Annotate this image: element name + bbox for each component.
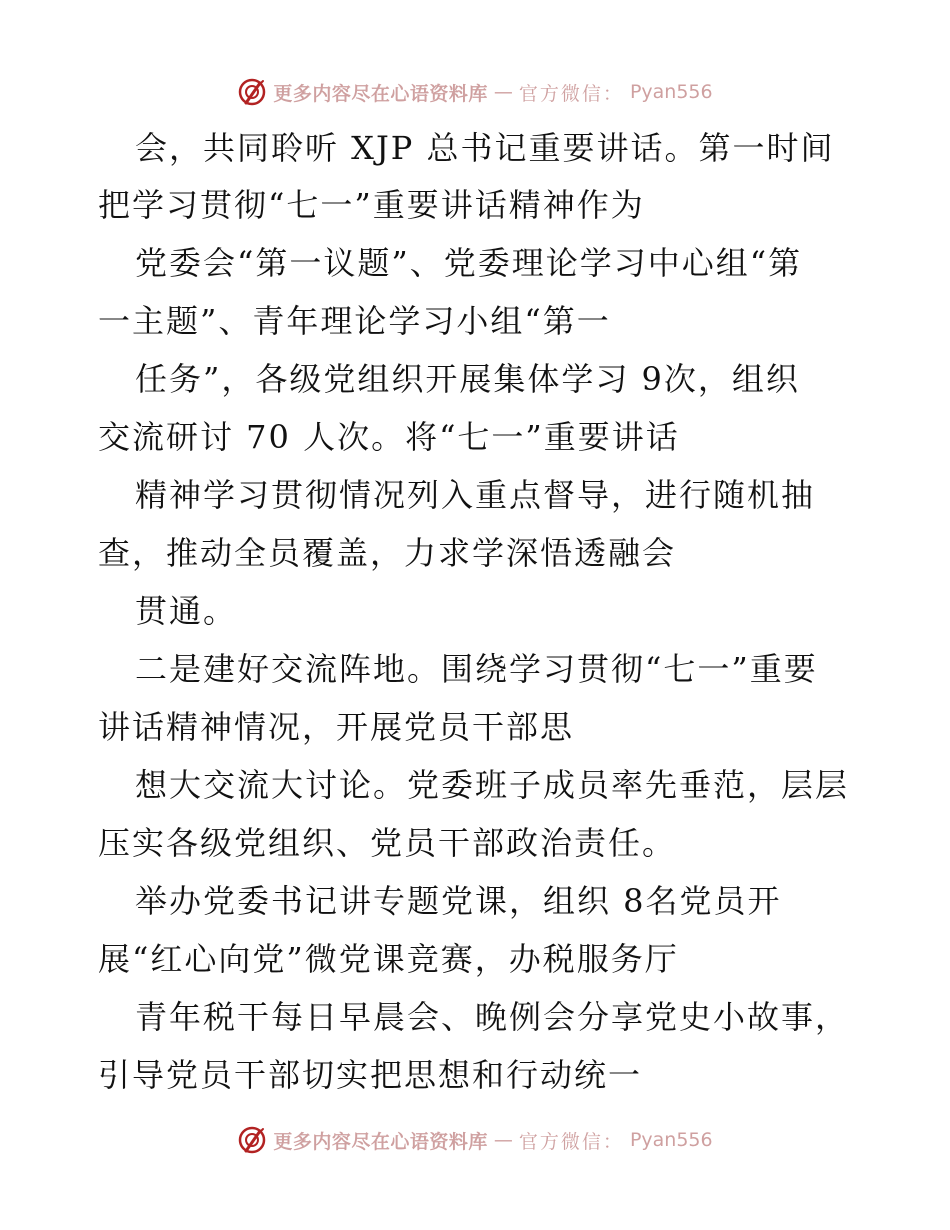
body-line: 引导党员干部切实把思想和行动统一 [98, 1056, 643, 1094]
watermark-dash: — [493, 81, 513, 103]
body-line: 党委会“第一议题”、党委理论学习中心组“第 [135, 244, 803, 282]
body-line: 会，共同聆听 XJP 总书记重要讲话。第一时间 [135, 129, 835, 167]
watermark-official-label: 官方微信： [518, 82, 624, 105]
body-line: 展“红心向党”微党课竞赛，办税服务厅 [98, 940, 679, 978]
body-line: 精神学习贯彻情况列入重点督导，进行随机抽 [135, 476, 816, 514]
watermark-site-text: 更多内容尽在心语资料库 [273, 82, 488, 105]
brush-logo-icon [237, 1125, 267, 1155]
body-line: 查，推动全员覆盖，力求学深悟透融会 [98, 534, 677, 572]
watermark-dash: — [493, 1129, 513, 1151]
body-line: 想大交流大讨论。党委班子成员率先垂范，层层 [135, 766, 850, 804]
watermark-official-label: 官方微信： [518, 1130, 624, 1153]
body-line: 交流研讨 70 人次。将“七一”重要讲话 [98, 418, 680, 456]
footer-watermark [0, 1120, 950, 1160]
watermark-wechat-id: Pyan556 [629, 1129, 713, 1151]
body-line: 一主题”、青年理论学习小组“第一 [98, 302, 611, 340]
watermark-site-text: 更多内容尽在心语资料库 [273, 1130, 488, 1153]
body-line: 贯通。 [135, 592, 238, 630]
watermark-wechat-id: Pyan556 [629, 81, 713, 103]
brush-logo-icon [237, 77, 267, 107]
body-line: 举办党委书记讲专题党课，组织 8名党员开 [135, 882, 782, 920]
body-line: 压实各级党组织、党员干部政治责任。 [98, 824, 677, 862]
body-line: 讲话精神情况，开展党员干部思 [98, 708, 575, 746]
body-line: 二是建好交流阵地。围绕学习贯彻“七一”重要 [135, 650, 818, 688]
body-line: 青年税干每日早晨会、晚例会分享党史小故事， [135, 998, 850, 1036]
body-line: 把学习贯彻“七一”重要讲话精神作为 [98, 186, 645, 224]
header-watermark [0, 72, 950, 112]
body-line: 任务”，各级党组织开展集体学习 9次，组织 [135, 360, 800, 398]
